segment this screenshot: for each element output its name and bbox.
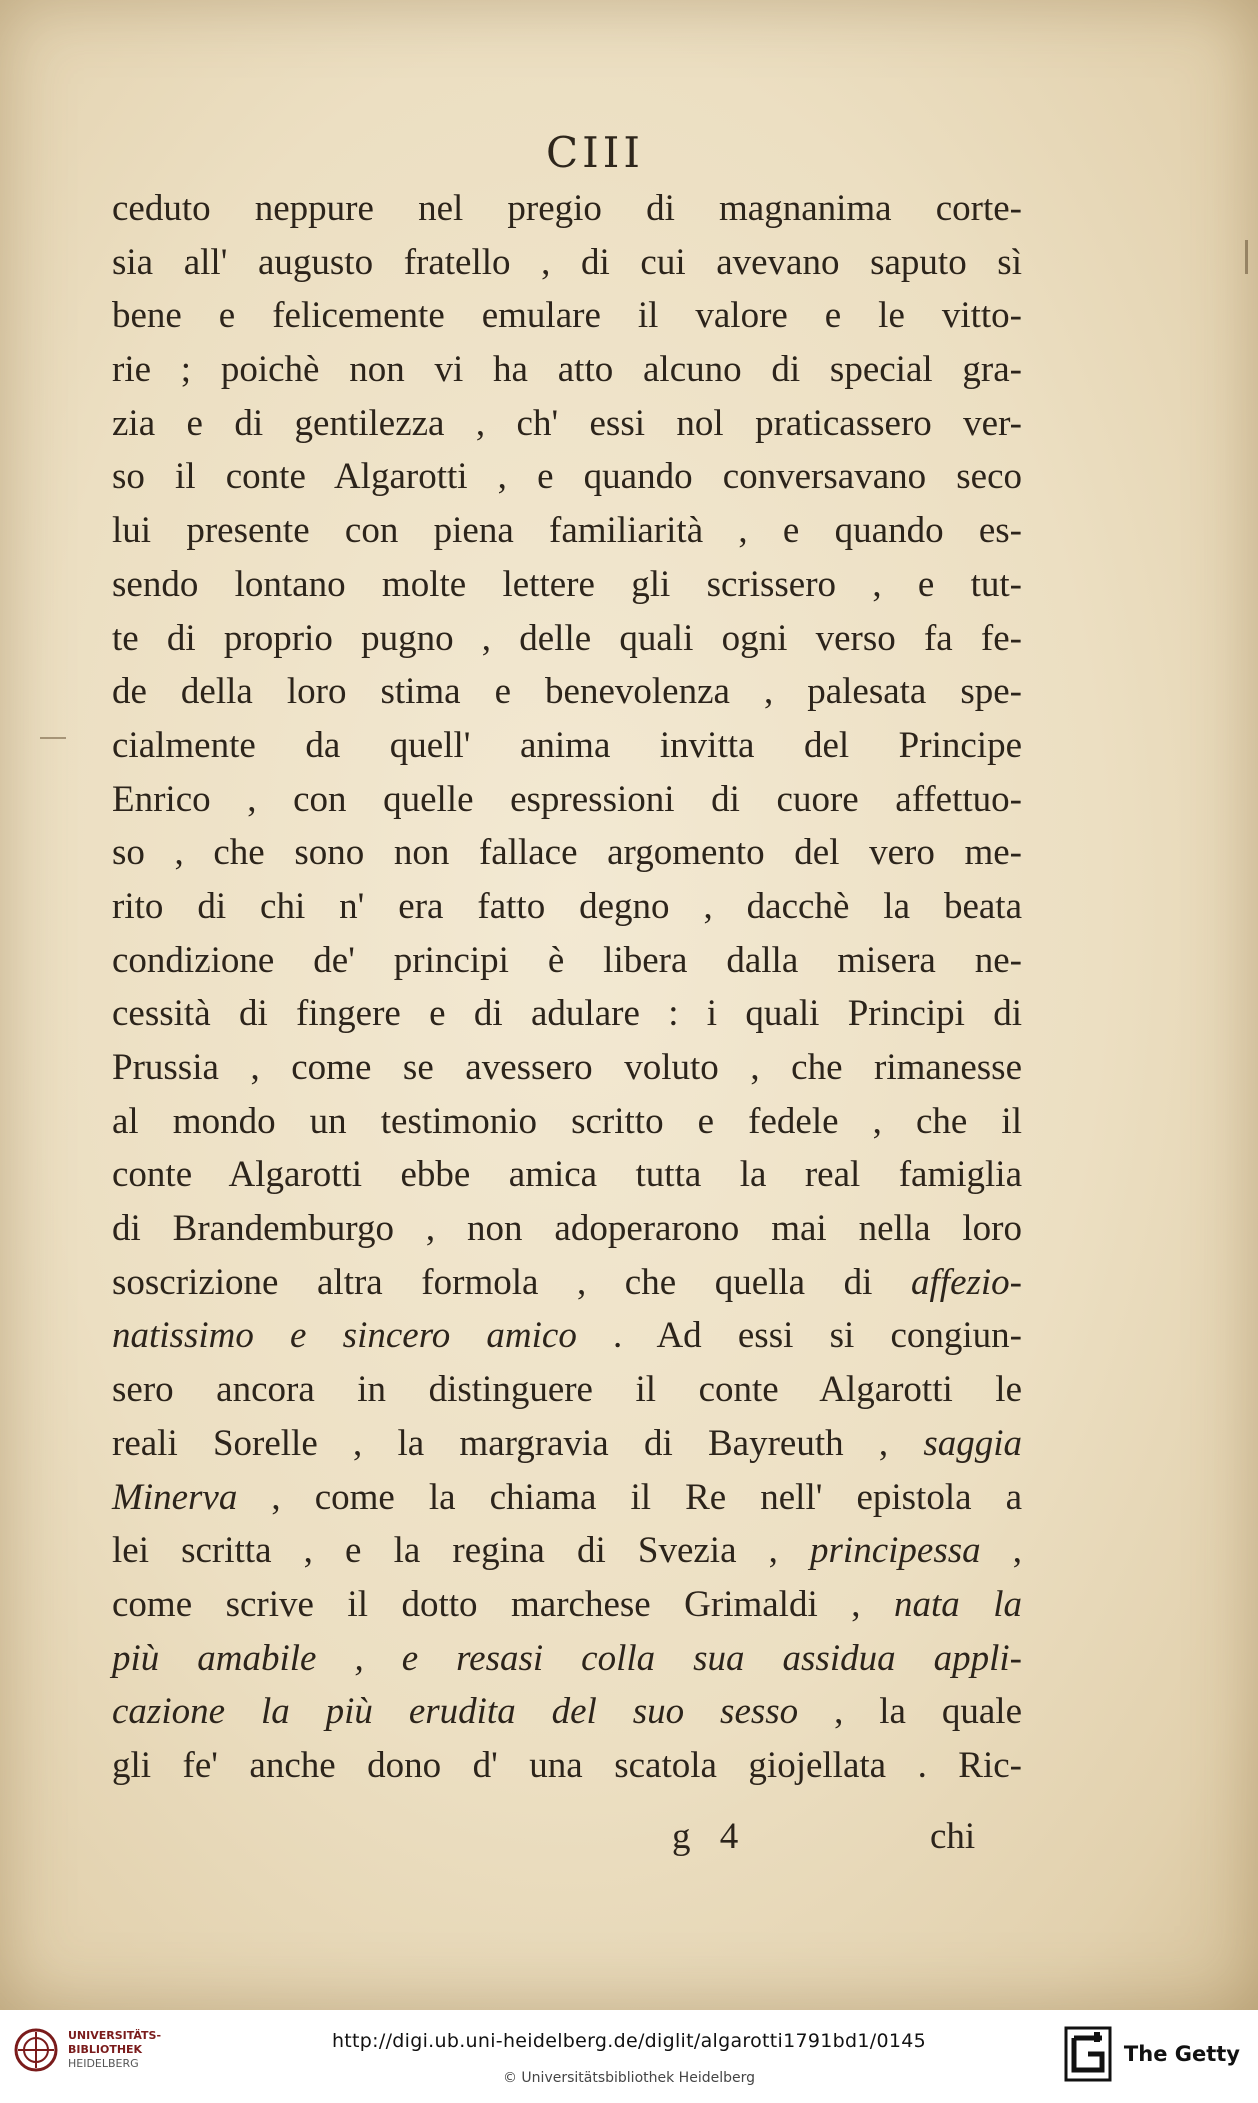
text-line: condizione de' principi è libera dalla misera ne- <box>112 939 1022 981</box>
page-number-header: CIII <box>546 128 644 177</box>
text-segment: , la quale <box>798 1691 1023 1733</box>
text-line: te di proprio pugno , delle quali ogni verso fa fe- <box>112 617 1022 659</box>
library-name-line: HEIDELBERG <box>68 2057 139 2070</box>
text-line: bene e felicemente emulare il valore e le vitto- <box>112 295 1022 337</box>
text-line-mixed: lei scritta , e la regina di Svezia , principessa , <box>112 1530 1023 1572</box>
getty-sponsor-logo[interactable] <box>1064 2026 1240 2082</box>
text-line-mixed <box>112 1685 1022 1739</box>
text-line: al mondo un testimonio scritto e fedele , che il <box>112 1100 1022 1142</box>
text-line-mixed <box>112 1417 1022 1471</box>
text-line: di Brandemburgo , non adoperarono mai nella loro <box>112 1208 1022 1250</box>
text-segment: , come la chiama il Re nell' epistola a <box>237 1476 1022 1518</box>
text-line-mixed <box>112 1578 1022 1632</box>
text-line: zia e di gentilezza , ch' essi nol praticassero ver- <box>112 402 1022 444</box>
text-line: rie ; poichè non vi ha atto alcuno di special gra- <box>112 349 1022 391</box>
text-line: Enrico , con quelle espressioni di cuore affettuo- <box>112 778 1022 820</box>
italic-segment: nata la <box>893 1583 1023 1625</box>
getty-emblem-icon <box>1064 2026 1112 2082</box>
italic-segment: Minerva <box>112 1476 238 1518</box>
italic-segment: natissimo e sincero amico <box>112 1315 577 1357</box>
page-body-text <box>112 182 1022 1793</box>
italic-segment: cazione la più erudita del suo sesso <box>112 1691 799 1733</box>
text-line-mixed <box>112 1309 1022 1363</box>
text-line: ceduto neppure nel pregio di magnanima corte- <box>112 188 1022 229</box>
text-line: sia all' augusto fratello , di cui avevano saputo sì <box>112 241 1022 283</box>
text-line: gli fe' anche dono d' una scatola giojellata . Ric- <box>112 1744 1022 1786</box>
viewer-footer <box>0 2010 1258 2103</box>
copyright-notice: © Universitätsbibliothek Heidelberg <box>502 2070 755 2086</box>
catchword: chi <box>930 1816 976 1857</box>
margin-mark <box>1245 240 1248 274</box>
text-line-mixed <box>112 1256 1022 1310</box>
text-segment: soscrizione altra formola , che quella di <box>112 1261 873 1303</box>
text-line: so il conte Algarotti , e quando conversavano seco <box>112 456 1022 498</box>
text-line: Prussia , come se avessero voluto , che rimanesse <box>112 1047 1022 1088</box>
text-line: de della loro stima e benevolenza , palesata spe- <box>112 671 1022 713</box>
permalink-url[interactable]: http://digi.ub.uni-heidelberg.de/diglit/algarotti1791bd1/0145 <box>331 2030 927 2052</box>
text-line: rito di chi n' era fatto degno , dacchè la beata <box>112 885 1022 927</box>
text-line: so , che sono non fallace argomento del vero me- <box>112 832 1022 874</box>
italic-segment: affezio- <box>911 1261 1022 1303</box>
text-line: cialmente da quell' anima invitta del Principe <box>112 724 1022 766</box>
library-name-line: BIBLIOTHEK <box>68 2043 143 2056</box>
signature-mark: g 4 <box>672 1816 749 1857</box>
margin-tick <box>40 737 66 739</box>
text-segment: reali Sorelle , la margravia di Bayreuth , <box>112 1422 889 1464</box>
library-name-line: UNIVERSITÄTS- <box>68 2029 162 2042</box>
italic-segment: saggia <box>923 1422 1022 1464</box>
text-line-mixed <box>112 1471 1022 1525</box>
text-line: lui presente con piena familiarità , e quando es- <box>112 510 1022 552</box>
text-line: sero ancora in distinguere il conte Algarotti le <box>112 1369 1022 1411</box>
text-line: conte Algarotti ebbe amica tutta la real famiglia <box>112 1154 1022 1196</box>
text-segment: come scrive il dotto marchese Grimaldi , <box>112 1583 861 1625</box>
text-line-italic <box>112 1632 1022 1686</box>
sponsor-label: The Getty <box>1123 2042 1240 2066</box>
italic-segment: più amabile , e resasi colla sua assidua appli- <box>112 1637 1022 1679</box>
text-line: cessità di fingere e di adulare : i quali Principi di <box>112 993 1022 1035</box>
text-segment: lei scritta , e la regina di Svezia , <box>112 1530 778 1572</box>
text-segment: . Ad essi si congiun- <box>576 1315 1022 1357</box>
text-line: sendo lontano molte lettere gli scrissero , e tut- <box>112 563 1022 605</box>
italic-segment: principessa <box>810 1530 981 1572</box>
